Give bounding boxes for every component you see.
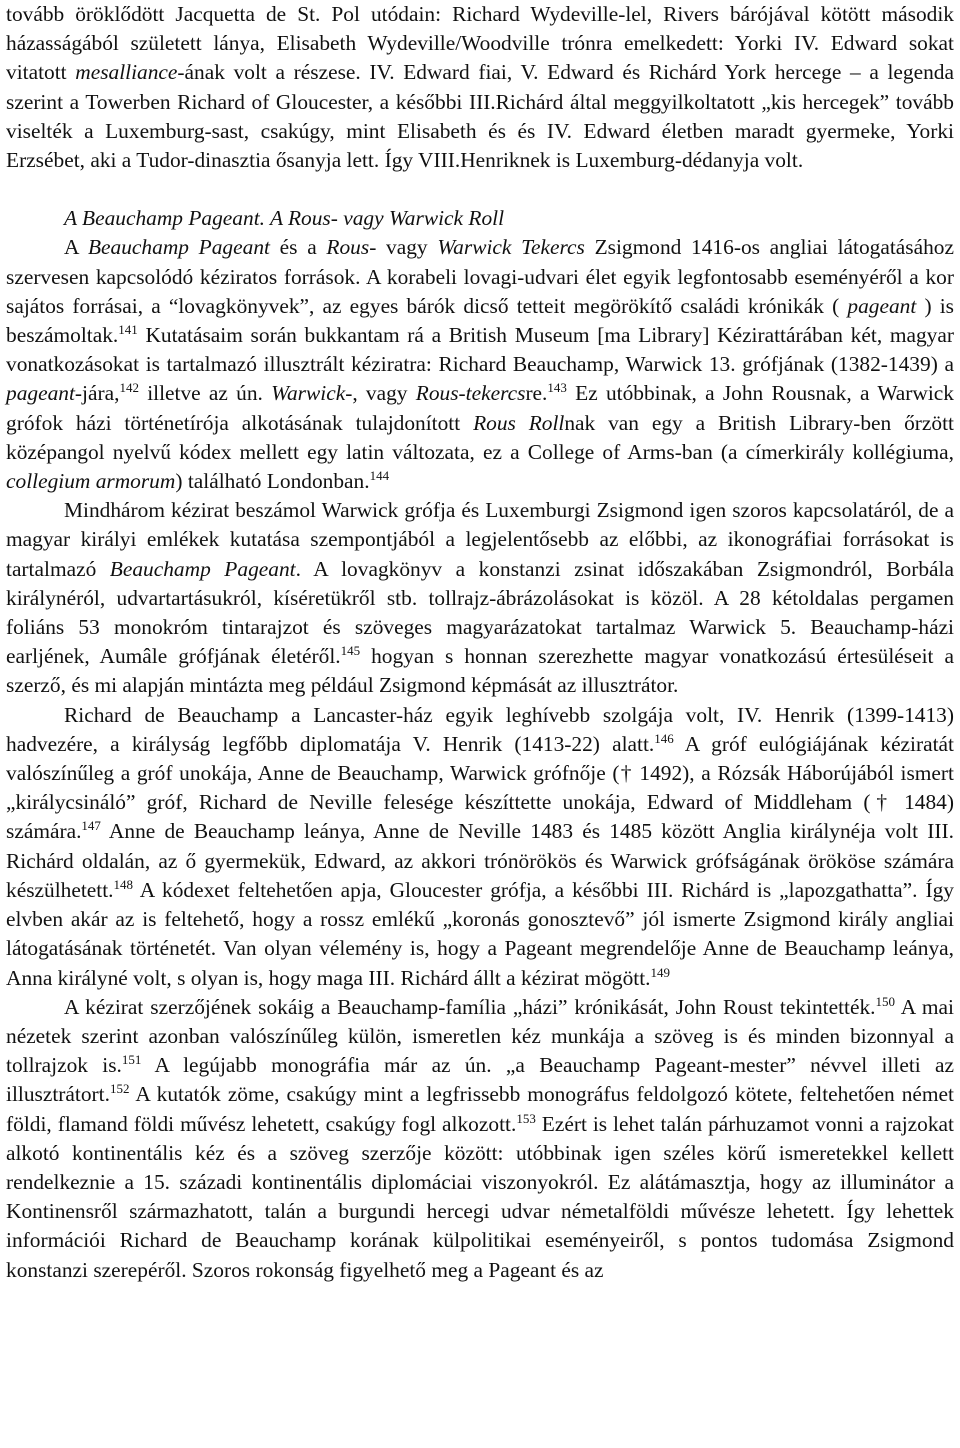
paragraph-gap (6, 175, 954, 204)
paragraph (6, 233, 954, 496)
text-run: -, vagy (345, 381, 416, 406)
footnote-ref: 146 (654, 730, 674, 746)
text-run: ) található Londonban. (175, 469, 370, 494)
text-run: A legújabb monográfia már az ún. „a Beauchamp Pageant-mester” névvel illeti az illusztrátort. (6, 1053, 955, 1107)
text-run: . A lovagkönyv a konstanzi zsinat időszakában Zsigmondról, Borbála királynéról, udvartartásukról, kíséretükről stb. tollrajz-ábrázolásokat is közöl. A 28 kétoldalas pergamen foliáns 53 monokróm tintarajzot és szöveges magyarázatokat tartalmaz Warwick 5. Beauchamp-házi earljének, Aumâle grófjának életéről. (6, 556, 954, 669)
text-run: re. (525, 381, 548, 406)
italic-text: Beauchamp Pageant (87, 235, 270, 260)
footnote-ref: 142 (119, 380, 139, 396)
text-run: tovább öröklődött Jacquetta de St. Pol utódain: Richard Wydeville-lel, Rivers bárójával kötött második házasságából született lánya, Elisabeth Wydeville/Woodville trónra emelkedett: Yorki IV. Edward sokat vitatott (6, 2, 954, 85)
paragraph (6, 0, 954, 175)
italic-text: A Beauchamp Pageant. A Rous- vagy Warwick Roll (64, 206, 505, 231)
text-run: A kódexet feltehetően apja, Gloucester grófja, a későbbi III. Richárd is „lapozgathatta”. Így elvben akár az is feltehető, hogy a rossz emlékű „koronás gonosztevő” jól ismerte Zsigmond király angliai látogatásának történetét. Van olyan vélemény is, hogy a Pageant megrendelője Anne de Beauchamp leánya, Anna királyné volt, s olyan is, hogy maga III. Richárd állt a kézirat mögött. (6, 877, 954, 990)
footnote-ref: 150 (875, 993, 896, 1009)
text-run: -jára, (74, 381, 120, 406)
italic-text: collegium armorum (6, 469, 176, 494)
footnote-ref: 149 (650, 964, 671, 980)
italic-text: Warwick (271, 381, 346, 406)
italic-text: Rous (326, 235, 370, 260)
text-run: hogyan s honnan szerezhette magyar vonatkozású értesüléseit a szerző, és mi alapján mintázta meg például Zsigmond képmását az illusztrátor. (6, 644, 954, 698)
document-page (6, 0, 954, 1285)
text-run: Ezért is lehet talán párhuzamot vonni a rajzokat alkotó kontinentális kéz és a szöveg szerzője között: utóbbinak igen széles körű ismeretekkel kellett rendelkeznie a 15. századi kontinentális diplomáciai viszonyokról. Ez alátámasztja, hogy az illuminátor a Kontinensről származhatott, talán a burgundi hercegi udvar németalföldi művésze lehetett. Így lehettek információi Richard de Beauchamp korának külpolitikai eseményeiről, s pontos tudomása Zsigmond konstanzi szerepéről. Szoros rokonság figyelhető meg a Pageant és az (6, 1111, 954, 1282)
footnote-ref: 145 (340, 643, 361, 659)
text-run: Mindhárom kézirat beszámol Warwick grófja és Luxemburgi Zsigmond igen szoros kapcsolatáról, de a magyar királyi emlékek kutatása szempontjából a legjelentősebb az előbbi, az ikonográfiai forrásokat is tartalmazó (6, 498, 954, 581)
paragraph (6, 204, 954, 233)
text-run: Kutatásaim során bukkantam rá a British Museum [ma Library] Kézirattárában két, magyar vonatkozásokat is tartalmazó illusztrált kéziratra: Richard Beauchamp, Warwick 13. grófjának (1382-1439) a (6, 323, 954, 377)
text-run: A mai nézetek szerint azonban valószínűleg külön, ismeretlen kéz munkája a szöveg is és minden bizonnyal a tollrajzok is. (6, 994, 954, 1078)
text-run: A kézirat szerzőjének sokáig a Beauchamp-família „házi” krónikását, John Roust tekintették. (64, 994, 876, 1019)
text-run: nak van egy a British Library-ben őrzött középangol nyelvű kódex mellett egy latin változata, ez a College of Arms-ban (a címerkirály kollégiuma, (6, 410, 954, 464)
footnote-ref: 153 (516, 1110, 536, 1126)
text-run: illetve az ún. (138, 381, 272, 406)
text-run: Ez utóbbinak, a John Rousnak, a Warwick grófok házi történetírója alkotásának tulajdonított (6, 381, 954, 435)
text-run: A (64, 235, 88, 260)
footnote-ref: 144 (369, 468, 390, 484)
text-run: és a (269, 235, 327, 260)
footnote-ref: 143 (547, 380, 567, 396)
text-run: A gróf eulógiájának kéziratát valószínűleg a gróf unokája, Anne de Beauchamp, Warwick grófnője († 1492), a Rózsák Háborújából ismert „királycsináló” gróf, Richard de Neville felesége készíttette unokája, Edward of Middleham († 1484) számára. (6, 731, 954, 844)
footnote-ref: 148 (113, 876, 134, 892)
italic-text: Warwick Tekercs (437, 235, 585, 260)
text-run: Zsigmond 1416-os angliai látogatásához szervesen kapcsolódó kéziratos források. A korabeli lovagi-udvari élet egyik legfontosabb eseményéről a kor sajátos forrásai, a “lovagkönyvek”, az egyes bárók dicső tetteit megörökítő családi krónikák ( (6, 235, 954, 318)
italic-text: Rous Roll (473, 410, 565, 435)
text-run: - vagy (369, 235, 438, 260)
text-run: ) is beszámoltak. (6, 293, 955, 348)
paragraph (6, 993, 954, 1285)
footnote-ref: 152 (109, 1081, 130, 1097)
paragraph (6, 496, 954, 700)
italic-text: pageant (847, 293, 917, 318)
text-run: Anne de Beauchamp leánya, Anne de Neville 1483 és 1485 között Anglia királynéja volt III. Richárd oldalán, az ő gyermekük, Edward, az akkori trónörökös és Warwick grófságának örököse számára készülhetett. (6, 819, 954, 902)
text-run: -ának volt a részese. IV. Edward fiai, V. Edward és Richárd York hercege – a legenda szerint a Towerben Richard of Gloucester, a későbbi III.Richárd által meggyilkoltatott „kis hercegek” tovább viselték a Luxemburg-sast, csakúgy, mint Elisabeth és és IV. Edward életben maradt gyermeke, Yorki Erzsébet, aki a Tudor-dinasztia ősanyja lett. Így VIII.Henriknek is Luxemburg-dédanyja volt. (6, 60, 954, 173)
paragraph (6, 701, 954, 993)
footnote-ref: 151 (121, 1052, 142, 1068)
text-run: Richard de Beauchamp a Lancaster-ház egyik leghívebb szolgája volt, IV. Henrik (1399-1413) hadvezére, a királyság legfőbb diplomatája V. Henrik (1413-22) alatt. (6, 702, 954, 756)
italic-text: Beauchamp Pageant (109, 556, 296, 581)
italic-text: pageant (6, 381, 75, 406)
italic-text: mesalliance (75, 60, 178, 85)
text-run: A kutatók zöme, csakúgy mint a legfrissebb monográfus feldolgozó kötete, feltehetően német földi, flamand földi művész lehetett, csakúgy fogl alkozott. (6, 1082, 954, 1136)
footnote-ref: 147 (81, 818, 101, 834)
italic-text: Rous-tekercs (415, 381, 526, 406)
footnote-ref: 141 (118, 322, 138, 338)
